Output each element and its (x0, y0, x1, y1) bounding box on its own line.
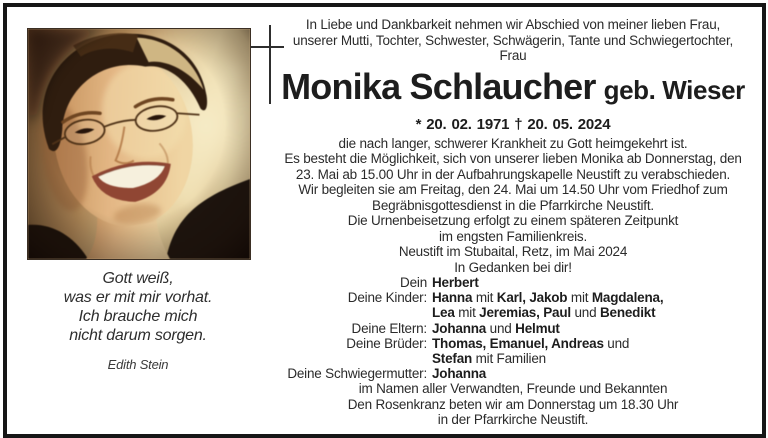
family-value (432, 305, 764, 320)
family-row (262, 290, 764, 305)
memorial-quote (16, 269, 260, 374)
family-member-name: Magdalena, (591, 290, 664, 306)
family-member-name: Stefan (432, 351, 473, 367)
closing-line: in der Pfarrkirche Neustift. (437, 412, 589, 428)
intro-line: In Liebe und Dankbarkeit nehmen wir Abschied von meiner lieben Frau, (305, 17, 721, 32)
quote-line: Gott weiß, (102, 270, 174, 287)
family-row (262, 366, 764, 381)
body-line: die nach langer, schwerer Krankheit zu Gott heimgekehrt ist. (338, 135, 688, 151)
family-member-name: Herbert (432, 275, 479, 290)
family-value (432, 275, 764, 290)
family-list (262, 275, 764, 381)
quote-line: was er mit mir vorhat. (63, 289, 213, 306)
family-member-name: Karl, Jakob (496, 290, 568, 306)
portrait-photo (27, 28, 251, 260)
family-row (262, 305, 764, 320)
body-line: Es besteht die Möglichkeit, sich von unserer lieben Monika ab Donnerstag, den (284, 151, 742, 166)
family-value (432, 351, 764, 366)
quote-line: nicht darum sorgen. (69, 327, 207, 344)
family-member-name: Benedikt (599, 305, 656, 321)
quote-lines (16, 269, 260, 345)
family-label: Deine Kinder: (347, 290, 427, 306)
family-member-name: Lea (432, 305, 455, 321)
family-value-text: mit (472, 290, 497, 306)
family-value-text: und (603, 335, 630, 351)
family-member-name: Hanna (432, 290, 473, 306)
quote-attribution: Edith Stein (107, 357, 169, 372)
family-label: Deine Eltern: (351, 320, 427, 336)
family-value (432, 336, 764, 351)
deceased-name-row (262, 67, 764, 115)
body-line: Die Urnenbeisetzung erfolgt zu einem späteren Zeitpunkt (347, 213, 679, 228)
family-label: Dein (400, 275, 427, 290)
body-line: Begräbnisgottesdienst in die Pfarrkirche Neustift. (372, 197, 654, 213)
quote-line: Ich brauche mich (78, 308, 198, 325)
family-member-name: Jeremias, Paul (479, 305, 571, 321)
intro-line: Frau (499, 48, 527, 63)
family-label (262, 305, 432, 320)
maiden-name: geb. Wieser (603, 74, 745, 105)
family-value (432, 366, 764, 381)
portrait-photo-art (28, 29, 250, 259)
family-value-text: und (570, 305, 600, 321)
body-line: In Gedanken bei dir! (454, 259, 572, 275)
family-value-text: mit Familien (472, 351, 546, 367)
family-label (262, 351, 432, 366)
body-line: Neustift im Stubaital, Retz, im Mai 2024 (398, 244, 628, 259)
family-value-text: mit (567, 290, 592, 306)
family-member-name: Thomas, Emanuel, Andreas (432, 335, 604, 351)
family-label: Deine Schwiegermutter: (287, 366, 427, 382)
family-value-text: und (486, 320, 516, 336)
family-value (432, 290, 764, 305)
family-value-text: mit (454, 305, 480, 321)
closing-lines (262, 381, 764, 428)
intro-line: unserer Mutti, Tochter, Schwester, Schwägerin, Tante und Schwiegertochter, (292, 32, 734, 48)
closing-line: Den Rosenkranz beten wir am Donnerstag um 18.30 Uhr (347, 396, 679, 412)
family-member-name: Helmut (515, 320, 560, 336)
family-label: Deine Brüder: (346, 335, 427, 351)
body-line: im engsten Familienkreis. (438, 228, 588, 244)
family-row (262, 321, 764, 336)
notice-column (262, 17, 764, 428)
closing-line: im Namen aller Verwandten, Freunde und Bekannten (358, 381, 668, 397)
family-value (432, 321, 764, 336)
life-dates: * 20. 02. 1971 † 20. 05. 2024 (415, 115, 611, 133)
family-row (262, 351, 764, 366)
family-row (262, 275, 764, 290)
body-line: 23. Mai ab 15.00 Uhr in der Aufbahrungskapelle Neustift zu verabschieden. (295, 166, 731, 182)
intro-lines (262, 17, 764, 64)
body-lines (262, 136, 764, 276)
family-member-name: Johanna (432, 366, 487, 382)
family-row (262, 336, 764, 351)
family-member-name: Johanna (432, 320, 487, 336)
body-line: Wir begleiten sie am Freitag, den 24. Mai um 14.50 Uhr vom Friedhof zum (298, 182, 728, 197)
deceased-name: Monika Schlaucher (281, 65, 596, 107)
